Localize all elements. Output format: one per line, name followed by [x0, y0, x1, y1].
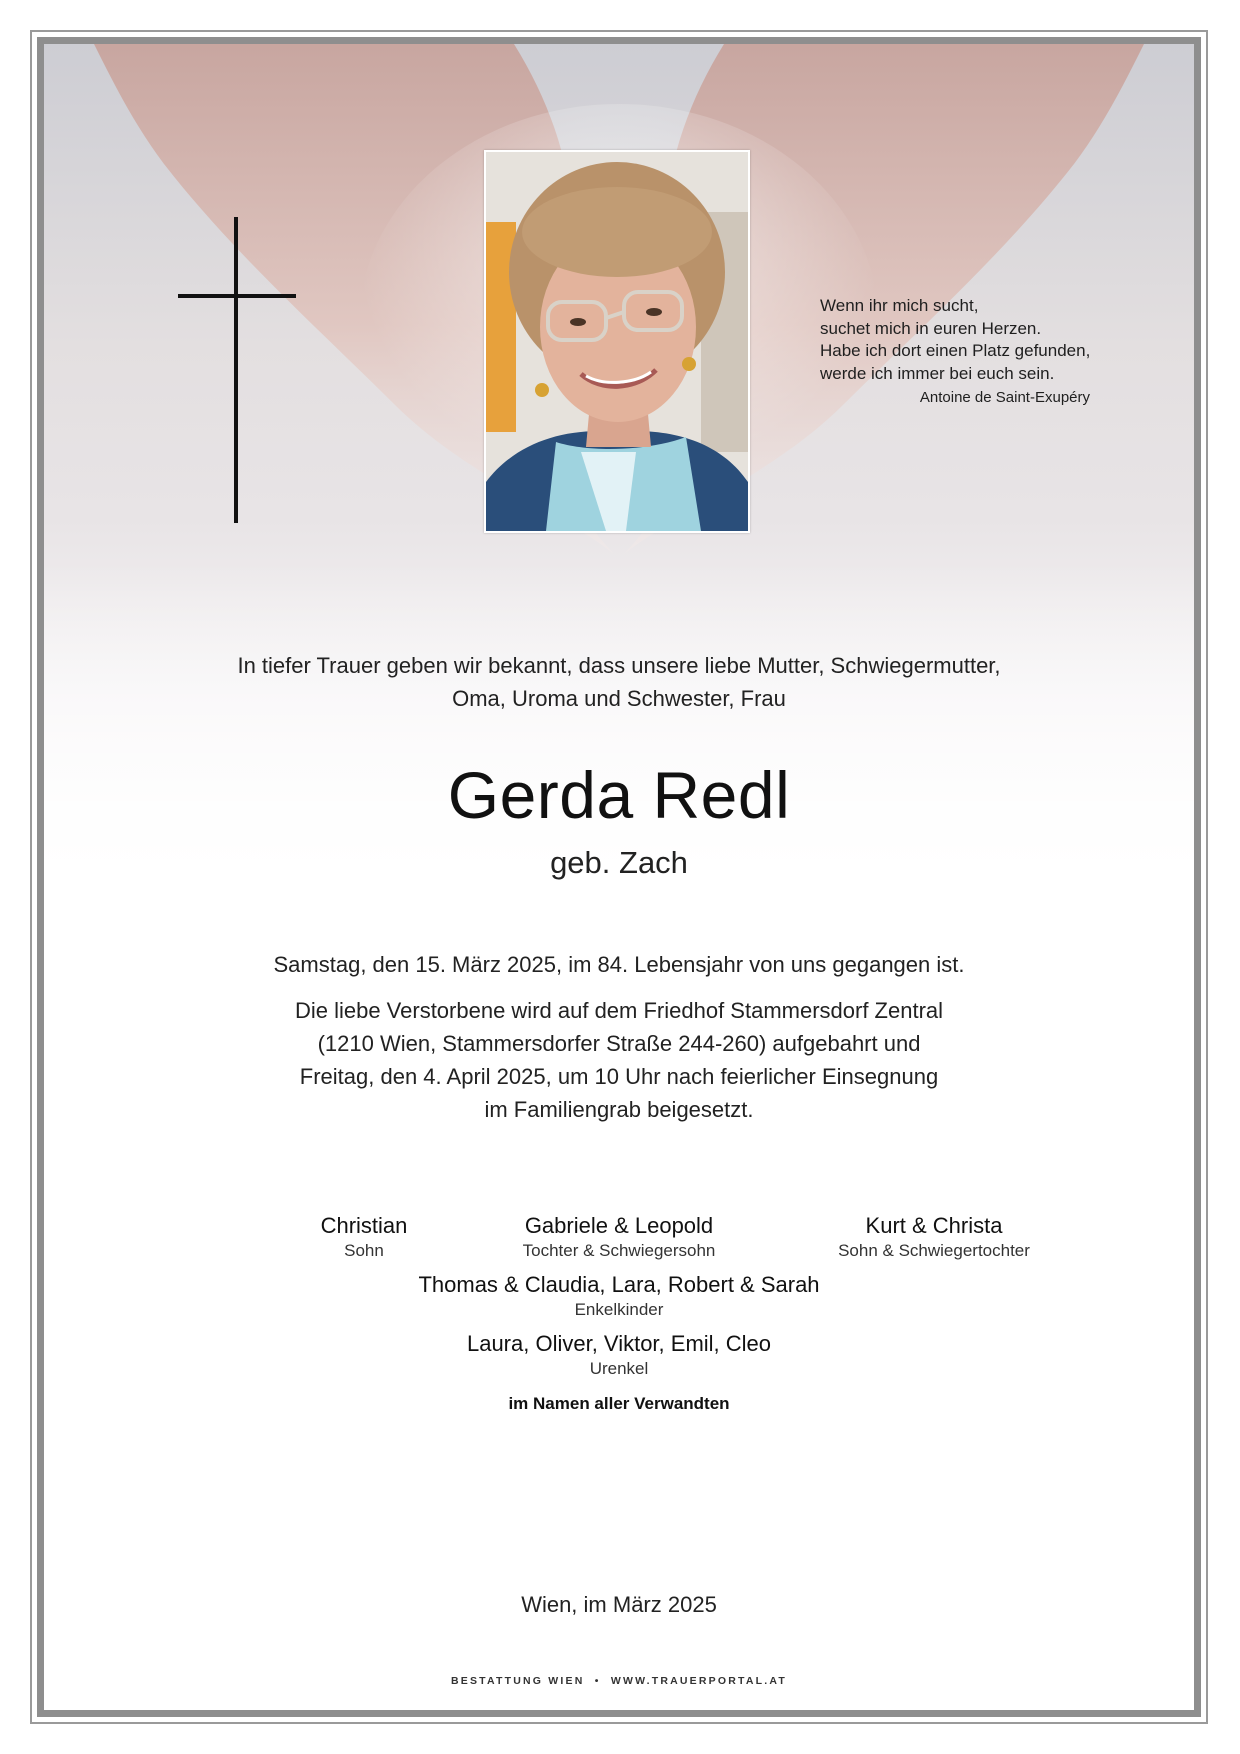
- mourner-son: [244, 1212, 484, 1262]
- burial-details: [44, 994, 1194, 1126]
- on-behalf-note: im Namen aller Verwandten: [508, 1394, 730, 1413]
- quote-author: Antoine de Saint-Exupéry: [919, 389, 1090, 406]
- mourner-daughter: [494, 1212, 744, 1262]
- cross-bar: [178, 294, 296, 298]
- burial-line: Freitag, den 4. April 2025, um 10 Uhr nach feierlicher Einsegnung: [299, 1064, 939, 1089]
- quote-line: Habe ich dort einen Platz gefunden,: [820, 341, 1091, 360]
- burial-line: (1210 Wien, Stammersdorfer Straße 244-260) aufgebahrt und: [317, 1031, 921, 1056]
- burial-line: im Familiengrab beigesetzt.: [484, 1097, 754, 1122]
- burial-line: Die liebe Verstorbene wird auf dem Friedhof Stammersdorf Zentral: [294, 998, 944, 1023]
- mourner-relation: Enkelkinder: [574, 1300, 664, 1319]
- mourner-son-2: [784, 1212, 1084, 1262]
- portrait-photo: [484, 150, 750, 533]
- mourner-name: Laura, Oliver, Viktor, Emil, Cleo: [466, 1331, 772, 1356]
- intro-line: In tiefer Trauer geben wir bekannt, dass unsere liebe Mutter, Schwiegermutter,: [237, 653, 1001, 678]
- place-date: Wien, im März 2025: [521, 1592, 717, 1617]
- mourner-name: Thomas & Claudia, Lara, Robert & Sarah: [418, 1272, 820, 1297]
- footer-credit: BESTATTUNG WIEN • WWW.TRAUERPORTAL.AT: [450, 1675, 787, 1687]
- mourner-relation: Urenkel: [589, 1359, 649, 1378]
- maiden-name: geb. Zach: [550, 845, 688, 880]
- intro-line: Oma, Uroma und Schwester, Frau: [452, 686, 786, 711]
- mourner-name: Gabriele & Leopold: [524, 1213, 714, 1238]
- latin-cross-icon: [234, 217, 238, 523]
- deceased-name: Gerda Redl: [447, 758, 791, 832]
- quote-line: suchet mich in euren Herzen.: [820, 318, 1042, 338]
- mourner-great-grandchildren: [44, 1330, 1194, 1380]
- mourner-relation: Tochter & Schwiegersohn: [522, 1241, 716, 1260]
- mourner-name: Christian: [320, 1213, 408, 1238]
- mourner-grandchildren: [44, 1271, 1194, 1321]
- quote-line: werde ich immer bei euch sein.: [820, 363, 1055, 383]
- quote-line: Wenn ihr mich sucht,: [820, 296, 979, 315]
- memorial-quote: [820, 295, 1150, 410]
- mourner-relation: Sohn & Schwiegertochter: [838, 1241, 1030, 1260]
- mourner-name: Kurt & Christa: [865, 1213, 1003, 1238]
- death-notice: Samstag, den 15. März 2025, im 84. Lebensjahr von uns gegangen ist.: [273, 952, 965, 977]
- notice-card: [37, 37, 1201, 1717]
- portrait-image: [486, 152, 748, 531]
- mourner-relation: Sohn: [344, 1241, 384, 1260]
- announcement-intro: [44, 649, 1194, 715]
